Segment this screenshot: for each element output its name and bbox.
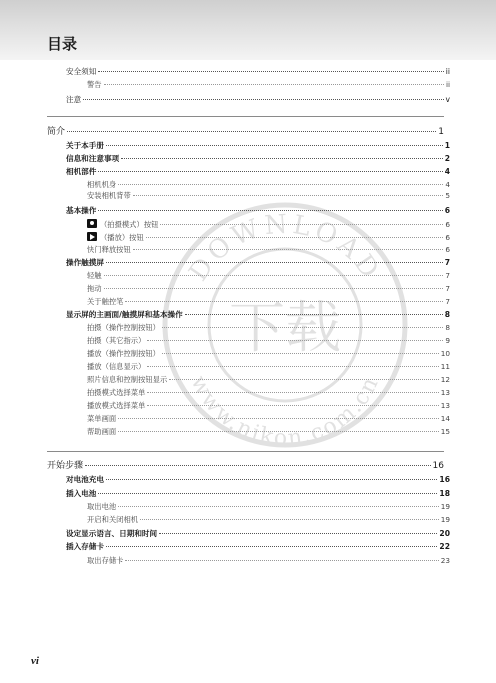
toc-entry-label: 轻触 bbox=[87, 271, 102, 280]
dot-leader bbox=[147, 366, 438, 367]
toc-entry-label: 插入电池 bbox=[66, 489, 97, 498]
dot-leader bbox=[147, 405, 438, 406]
toc-page-number: 14 bbox=[440, 414, 450, 423]
toc-entry-label: 关于触控笔 bbox=[87, 297, 124, 306]
toc-entry-label: 对电池充电 bbox=[66, 475, 104, 484]
toc-section-entry[interactable] bbox=[66, 309, 450, 320]
dot-leader bbox=[118, 418, 439, 419]
toc-entry-label: 取出电池 bbox=[87, 502, 117, 511]
toc-entry-title bbox=[87, 426, 116, 437]
toc-entry-title bbox=[87, 270, 102, 281]
toc-page-number: 1 bbox=[444, 141, 450, 150]
toc-subsection-entry[interactable] bbox=[87, 190, 450, 201]
toc-page-number: 2 bbox=[444, 154, 450, 163]
toc-section-entry[interactable] bbox=[66, 140, 450, 151]
watermark-bottom-text: www.nikon.com.cn bbox=[185, 371, 385, 452]
toc-page-number: 13 bbox=[440, 388, 450, 397]
toc-subsection-entry[interactable] bbox=[87, 400, 450, 411]
section-separator bbox=[47, 451, 444, 452]
toc-entry-label: 插入存储卡 bbox=[66, 542, 104, 551]
toc-entry-label: 拍摄（操作控制按钮） bbox=[87, 323, 160, 332]
toc-entry-title bbox=[87, 190, 131, 201]
toc-entry-label: 相机机身 bbox=[87, 180, 117, 189]
toc-entry-title bbox=[87, 79, 102, 90]
toc-entry-title bbox=[87, 283, 102, 294]
toc-entry-title bbox=[66, 541, 104, 552]
toc-page-number: 8 bbox=[444, 310, 450, 319]
toc-page-number: 4 bbox=[445, 180, 450, 189]
toc-entry-title bbox=[66, 488, 96, 499]
toc-entry-title bbox=[66, 474, 104, 485]
page-folio: vi bbox=[31, 655, 39, 667]
toc-entry-title bbox=[87, 514, 138, 525]
dot-leader bbox=[106, 479, 437, 480]
toc-section-entry[interactable] bbox=[66, 488, 450, 499]
toc-subsection-entry[interactable] bbox=[87, 387, 450, 398]
toc-entry-title bbox=[66, 166, 96, 177]
dot-leader bbox=[106, 262, 443, 263]
toc-entry-label: 拖动 bbox=[87, 284, 102, 293]
dot-leader bbox=[160, 224, 443, 225]
toc-subsection-entry[interactable] bbox=[87, 283, 450, 294]
toc-entry-label: 注意 bbox=[66, 95, 82, 104]
toc-section-entry[interactable] bbox=[66, 528, 450, 539]
dot-leader bbox=[133, 195, 444, 196]
toc-entry-title bbox=[87, 555, 123, 566]
dot-leader bbox=[104, 84, 444, 85]
dot-leader bbox=[125, 301, 443, 302]
toc-page-number: 1 bbox=[438, 127, 444, 137]
toc-subsection-entry[interactable] bbox=[87, 348, 450, 359]
toc-section-entry[interactable] bbox=[66, 153, 450, 164]
toc-page-number: 6 bbox=[445, 233, 450, 242]
toc-subsection-entry[interactable] bbox=[87, 555, 450, 566]
toc-page-number: 7 bbox=[444, 258, 450, 267]
toc-entry-label: 操作触摸屏 bbox=[66, 258, 104, 267]
toc-page-number: 22 bbox=[439, 542, 450, 551]
toc-entry-label: 基本操作 bbox=[66, 206, 97, 215]
toc-page-number: v bbox=[445, 95, 450, 104]
dot-leader bbox=[140, 519, 439, 520]
toc-entry-label: 拍摄（其它指示） bbox=[87, 336, 146, 345]
toc-page-number: 19 bbox=[440, 502, 450, 511]
dot-leader bbox=[118, 431, 439, 432]
camera-icon bbox=[87, 219, 97, 228]
toc-entry-title bbox=[87, 219, 158, 230]
toc-entry-title bbox=[87, 348, 160, 359]
section-separator bbox=[47, 116, 444, 117]
toc-entry-label: 开始步骤 bbox=[47, 461, 84, 471]
toc-entry-title bbox=[87, 296, 123, 307]
toc-subsection-entry[interactable] bbox=[87, 232, 450, 243]
toc-entry-title bbox=[66, 140, 104, 151]
toc-subsection-entry[interactable] bbox=[87, 296, 450, 307]
toc-subsection-entry[interactable] bbox=[87, 426, 450, 437]
dot-leader bbox=[185, 314, 443, 315]
toc-entry-label: （播放）按钮 bbox=[100, 233, 144, 242]
toc-entry-label: 播放（信息显示） bbox=[87, 362, 146, 371]
toc-chapter-entry[interactable] bbox=[47, 460, 444, 472]
toc-entry-label: 取出存储卡 bbox=[87, 556, 124, 565]
toc-entry-label: 信息和注意事项 bbox=[66, 154, 120, 163]
toc-subsection-entry[interactable] bbox=[87, 179, 450, 190]
toc-subsection-entry[interactable] bbox=[87, 501, 450, 512]
toc-entry-title bbox=[87, 501, 116, 512]
dot-leader bbox=[98, 493, 437, 494]
toc-subsection-entry[interactable] bbox=[87, 79, 450, 90]
dot-leader bbox=[162, 353, 439, 354]
toc-page-number: 15 bbox=[440, 427, 450, 436]
toc-page-number: 10 bbox=[440, 349, 450, 358]
watermark-top-text: DOWNLOAD bbox=[183, 209, 387, 287]
toc-entry-label: 帮助画面 bbox=[87, 427, 117, 436]
toc-page-number: 12 bbox=[440, 375, 450, 384]
toc-entry-label: 显示屏的主画面/触摸屏和基本操作 bbox=[66, 310, 183, 319]
watermark-center-text: 下载 bbox=[229, 296, 341, 361]
dot-leader bbox=[125, 560, 438, 561]
toc-page-number: 8 bbox=[445, 323, 450, 332]
toc-entry-title bbox=[87, 374, 167, 385]
toc-entry-title bbox=[66, 528, 157, 539]
toc-entry-title bbox=[66, 205, 96, 216]
toc-entry-title bbox=[87, 335, 145, 346]
toc-entry-label: 播放（操作控制按钮） bbox=[87, 349, 160, 358]
toc-entry-label: 拍摄模式选择菜单 bbox=[87, 388, 146, 397]
toc-entry-label: 播放模式选择菜单 bbox=[87, 401, 146, 410]
toc-entry-title bbox=[47, 460, 83, 472]
toc-page-number: 6 bbox=[445, 220, 450, 229]
play-icon bbox=[87, 232, 97, 241]
toc-section-entry[interactable] bbox=[66, 66, 450, 77]
dot-leader bbox=[104, 275, 444, 276]
toc-entry-title bbox=[87, 179, 116, 190]
toc-entry-label: 照片信息和控制按钮显示 bbox=[87, 375, 168, 384]
page-title: 目录 bbox=[47, 35, 78, 53]
toc-entry-title bbox=[87, 400, 145, 411]
toc-subsection-entry[interactable] bbox=[87, 374, 450, 385]
toc-page-number: 4 bbox=[444, 167, 450, 176]
toc-subsection-entry[interactable] bbox=[87, 244, 450, 255]
toc-chapter-entry[interactable] bbox=[47, 126, 444, 138]
toc-page-number: 16 bbox=[439, 475, 450, 484]
dot-leader bbox=[118, 184, 443, 185]
toc-page-number: ii bbox=[445, 67, 450, 76]
toc-entry-title bbox=[66, 257, 104, 268]
toc-section-entry[interactable] bbox=[66, 166, 450, 177]
toc-subsection-entry[interactable] bbox=[87, 270, 450, 281]
toc-subsection-entry[interactable] bbox=[87, 514, 450, 525]
toc-page-number: 9 bbox=[445, 336, 450, 345]
dot-leader bbox=[106, 145, 443, 146]
toc-page-number: 19 bbox=[440, 515, 450, 524]
dot-leader bbox=[67, 131, 436, 132]
toc-subsection-entry[interactable] bbox=[87, 335, 450, 346]
toc-entry-title bbox=[87, 244, 131, 255]
toc-subsection-entry[interactable] bbox=[87, 322, 450, 333]
dot-leader bbox=[121, 158, 443, 159]
toc-entry-title bbox=[87, 361, 145, 372]
toc-entry-label: 相机部件 bbox=[66, 167, 97, 176]
toc-entry-label: 安全须知 bbox=[66, 67, 97, 76]
toc-entry-label: 开启和关闭相机 bbox=[87, 515, 139, 524]
toc-page-number: 13 bbox=[440, 401, 450, 410]
dot-leader bbox=[106, 546, 437, 547]
dot-leader bbox=[118, 506, 439, 507]
dot-leader bbox=[98, 71, 443, 72]
toc-entry-label: 关于本手册 bbox=[66, 141, 104, 150]
toc-page-number: 18 bbox=[439, 489, 450, 498]
toc-entry-label: 设定显示语言、日期和时间 bbox=[66, 529, 158, 538]
toc-entry-title bbox=[47, 126, 65, 138]
toc-entry-title bbox=[87, 232, 144, 243]
toc-entry-title bbox=[87, 413, 116, 424]
toc-page-number: 7 bbox=[445, 297, 450, 306]
toc-entry-title bbox=[66, 153, 119, 164]
dot-leader bbox=[133, 249, 444, 250]
toc-page-number: 23 bbox=[440, 556, 450, 565]
toc-section-entry[interactable] bbox=[66, 257, 450, 268]
toc-entry-title bbox=[66, 309, 183, 320]
toc-entry-label: （拍摄模式）按钮 bbox=[100, 220, 159, 229]
toc-page-number: 7 bbox=[445, 284, 450, 293]
dot-leader bbox=[98, 171, 442, 172]
dot-leader bbox=[85, 465, 431, 466]
toc-subsection-entry[interactable] bbox=[87, 413, 450, 424]
toc-section-entry[interactable] bbox=[66, 541, 450, 552]
toc-subsection-entry[interactable] bbox=[87, 361, 450, 372]
toc-entry-title bbox=[66, 66, 96, 77]
toc-subsection-entry[interactable] bbox=[87, 219, 450, 230]
dot-leader bbox=[104, 288, 444, 289]
dot-leader bbox=[147, 340, 443, 341]
dot-leader bbox=[98, 210, 442, 211]
dot-leader bbox=[169, 379, 438, 380]
dot-leader bbox=[146, 237, 444, 238]
toc-entry-label: 快门释放按钮 bbox=[87, 245, 131, 254]
toc-entry-title bbox=[66, 94, 81, 105]
toc-entry-label: 简介 bbox=[47, 127, 66, 137]
dot-leader bbox=[159, 533, 437, 534]
toc-entry-title bbox=[87, 322, 160, 333]
toc-entry-label: 安装相机背带 bbox=[87, 191, 131, 200]
dot-leader bbox=[162, 327, 443, 328]
toc-section-entry[interactable] bbox=[66, 474, 450, 485]
toc-section-entry[interactable] bbox=[66, 94, 450, 105]
toc-section-entry[interactable] bbox=[66, 205, 450, 216]
toc-page-number: ii bbox=[445, 80, 450, 89]
toc-page-number: 7 bbox=[445, 271, 450, 280]
toc-entry-label: 菜单画面 bbox=[87, 414, 117, 423]
toc-page-number: 6 bbox=[444, 206, 450, 215]
toc-page-number: 16 bbox=[432, 461, 444, 471]
toc-page-number: 11 bbox=[440, 362, 450, 371]
toc-page-number: 6 bbox=[445, 245, 450, 254]
dot-leader bbox=[147, 392, 438, 393]
toc-entry-label: 警告 bbox=[87, 80, 102, 89]
toc-entry-title bbox=[87, 387, 145, 398]
toc-page-number: 20 bbox=[439, 529, 450, 538]
toc-page-number: 5 bbox=[445, 191, 450, 200]
dot-leader bbox=[83, 99, 443, 100]
